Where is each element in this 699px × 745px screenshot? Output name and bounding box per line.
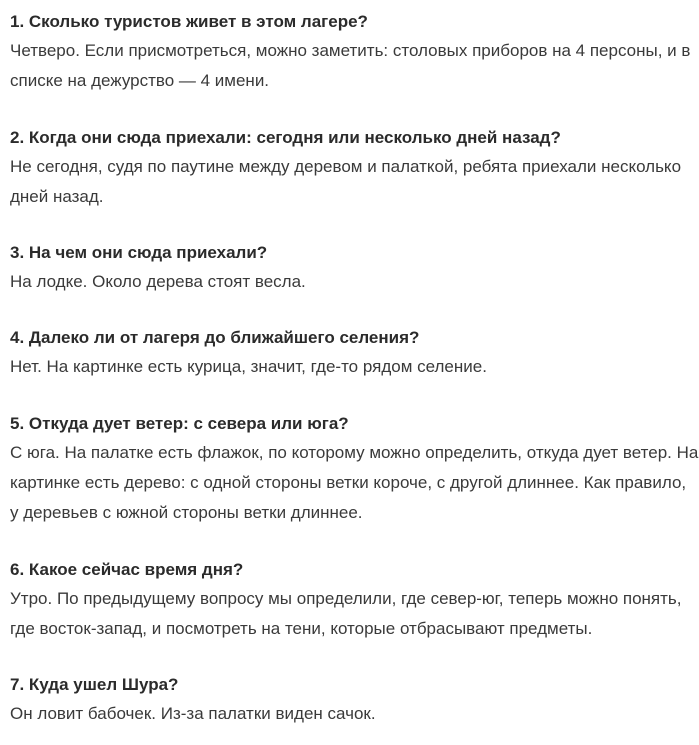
qa-item-7 xyxy=(10,671,699,729)
qa-item-5 xyxy=(10,410,699,529)
answer-6: Утро. По предыдущему вопросу мы определили, где север-юг, теперь можно понять, где восток-запад, и посмотреть на тени, которые отбрасывают предметы. xyxy=(10,588,682,638)
question-2: 2. Когда они сюда приехали: сегодня или несколько дней назад? xyxy=(10,127,561,147)
qa-item-6 xyxy=(10,556,699,645)
answer-7: Он ловит бабочек. Из-за палатки виден сачок. xyxy=(10,704,376,724)
answer-3: На лодке. Около дерева стоят весла. xyxy=(10,272,306,292)
question-1: 1. Сколько туристов живет в этом лагере? xyxy=(10,12,368,31)
question-5: 5. Откуда дует ветер: с севера или юга? xyxy=(10,413,349,433)
qa-item-4 xyxy=(10,324,699,382)
qa-item-2 xyxy=(10,124,699,213)
qa-item-1 xyxy=(10,8,699,97)
answer-5: С юга. На палатке есть флажок, по которому можно определить, откуда дует ветер. На картинке есть дерево: с одной стороны ветки короче, с другой длиннее. Как правило, у деревьев с южной стороны ветки длиннее. xyxy=(10,442,699,523)
answer-2: Не сегодня, судя по паутине между деревом и палаткой, ребята приехали несколько дней назад. xyxy=(10,156,682,206)
question-6: 6. Какое сейчас время дня? xyxy=(10,559,244,579)
question-4: 4. Далеко ли от лагеря до ближайшего селения? xyxy=(10,328,420,348)
qa-item-3 xyxy=(10,239,699,297)
answer-4: Нет. На картинке есть курица, значит, где-то рядом селение. xyxy=(10,357,487,377)
answer-1: Четверо. Если присмотреться, можно заметить: столовых приборов на 4 персоны, и в списке на дежурство — 4 имени. xyxy=(10,41,691,91)
question-3: 3. На чем они сюда приехали? xyxy=(10,243,268,263)
question-7: 7. Куда ушел Шура? xyxy=(10,675,179,695)
